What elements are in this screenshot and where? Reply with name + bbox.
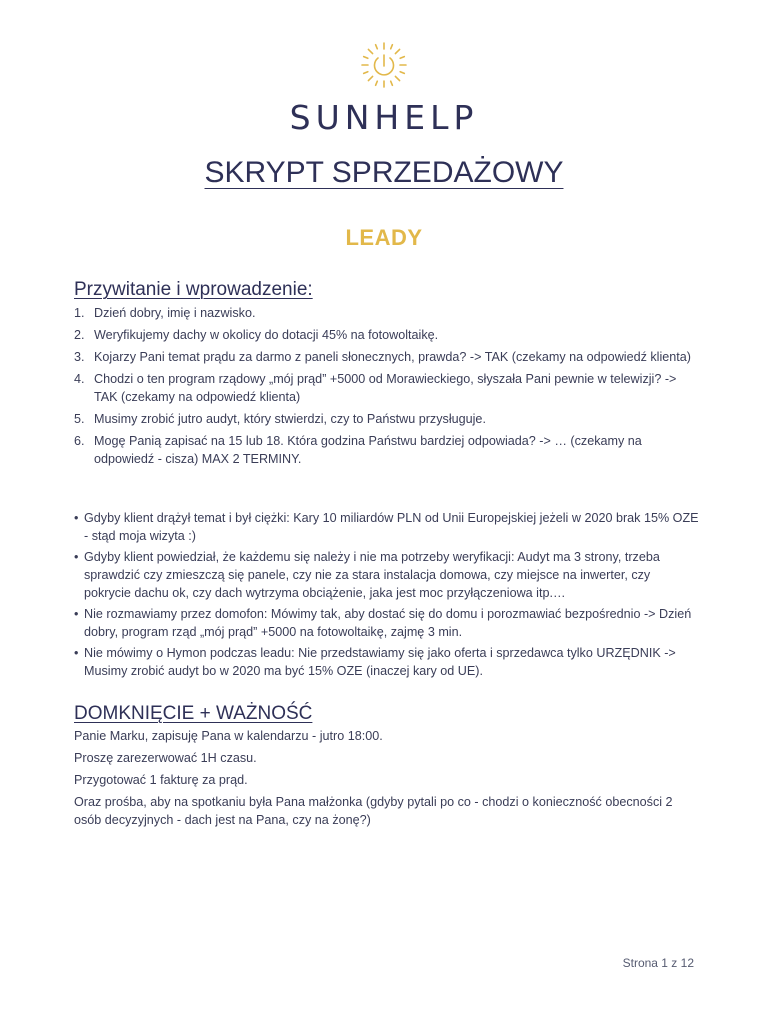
list-item: 4. Chodzi o ten program rządowy „mój prąd” +5000 od Morawieckiego, słyszała Pani pewnie w telewizji? -> TAK (czekamy na odpowiedź klienta) bbox=[74, 372, 677, 404]
closing-section bbox=[74, 727, 694, 833]
closing-line: Przygotować 1 fakturę za prąd. bbox=[74, 773, 248, 787]
closing-line: Panie Marku, zapisuję Pana w kalendarzu - jutro 18:00. bbox=[74, 729, 383, 743]
bullet-icon: • bbox=[74, 607, 79, 621]
document-title-wrap bbox=[0, 156, 768, 190]
list-item: 2. Weryfikujemy dachy w okolicy do dotacji 45% na fotowoltaikę. bbox=[74, 328, 439, 342]
bullet-icon: • bbox=[74, 511, 79, 525]
closing-line: Oraz prośba, aby na spotkaniu była Pana małżonka (gdyby pytali po co - chodzi o konieczność obecności 2 osób decyzyjnych - dach jest na Pana, czy na żonę?) bbox=[74, 795, 673, 827]
brand-name: SUNHELP bbox=[289, 98, 479, 137]
list-item: • Nie mówimy o Hymon podczas leadu: Nie przedstawiamy się jako oferta i sprzedawca tylko URZĘDNIK -> Musimy zrobić audyt bo w 2020 ma być 15% OZE (inaczej kary od UE). bbox=[74, 646, 676, 678]
section-heading-greeting: Przywitanie i wprowadzenie: bbox=[74, 279, 313, 300]
closing-line: Proszę zarezerwować 1H czasu. bbox=[74, 751, 257, 765]
bullet-icon: • bbox=[74, 550, 79, 564]
page-number: Strona 1 z 12 bbox=[622, 956, 694, 970]
section-heading-closing: DOMKNIĘCIE + WAŻNOŚĆ bbox=[74, 703, 313, 724]
sun-power-icon bbox=[359, 40, 409, 90]
list-item: 5. Musimy zrobić jutro audyt, który stwierdzi, czy to Państwu przysługuje. bbox=[74, 412, 486, 426]
greeting-steps-list bbox=[74, 304, 694, 472]
objection-notes-list bbox=[74, 509, 699, 683]
document-subtitle: LEADY bbox=[345, 225, 423, 250]
list-item: • Nie rozmawiamy przez domofon: Mówimy tak, aby dostać się do domu i porozmawiać bezpośrednio -> Dzień dobry, program rząd „mój prąd” +5000 na fotowoltaikę, zajmę 3 min. bbox=[74, 607, 692, 639]
bullet-icon: • bbox=[74, 646, 79, 660]
list-item: 6. Mogę Panią zapisać na 15 lub 18. Która godzina Państwu bardziej odpowiada? -> … (czekamy na odpowiedź - cisza) MAX 2 TERMINY. bbox=[74, 434, 642, 466]
list-item: 1. Dzień dobry, imię i nazwisko. bbox=[74, 306, 256, 320]
list-item: • Gdyby klient drążył temat i był ciężki: Kary 10 miliardów PLN od Unii Europejskiej jeżeli w 2020 brak 15% OZE - stąd moja wizyta :) bbox=[74, 511, 699, 543]
list-item: • Gdyby klient powiedział, że każdemu się należy i nie ma potrzeby weryfikacji: Audyt ma 3 strony, trzeba sprawdzić czy zmieszczą się panele, czy nie za stara instalacja domowa, czy miejsce na inwerter, czy pokrycie dachu ok, czy dach wytrzyma obciążenie, jaka jest moc przyłączeniowa itp.… bbox=[74, 550, 660, 600]
list-item: 3. Kojarzy Pani temat prądu za darmo z paneli słonecznych, prawda? -> TAK (czekamy na odpowiedź klienta) bbox=[74, 350, 691, 364]
brand-logo bbox=[0, 40, 768, 137]
document-title: SKRYPT SPRZEDAŻOWY bbox=[204, 156, 564, 189]
